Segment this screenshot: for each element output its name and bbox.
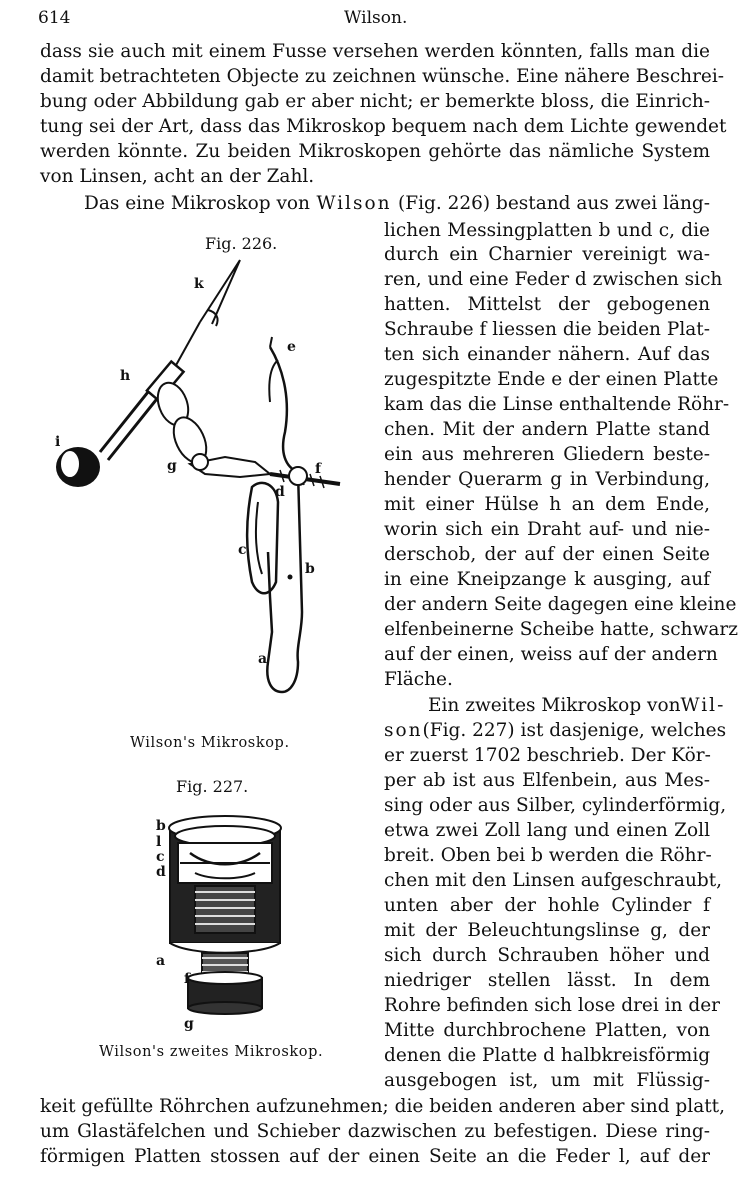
text-line: damit betrachteten Objecte zu zeichnen wünsche. Eine nähere Beschrei- bbox=[40, 66, 725, 87]
text-line: derschob, der auf der einen Seite bbox=[384, 544, 710, 565]
figure-226-label: Fig. 226. bbox=[205, 234, 278, 253]
text-line: ein aus mehreren Gliedern beste- bbox=[384, 444, 710, 465]
text-line: elfenbeinerne Scheibe hatte, schwarz bbox=[384, 619, 738, 640]
figure-227-part-label: a bbox=[156, 953, 166, 969]
text-line: sing oder aus Silber, cylinderförmig, bbox=[384, 795, 727, 816]
figure-227-label: Fig. 227. bbox=[176, 777, 249, 796]
text-line: Rohre befinden sich lose drei in der bbox=[384, 995, 721, 1016]
text-line: unten aber der hohle Cylinder f bbox=[384, 895, 710, 916]
text-span: (Fig. 226) bestand aus zwei läng- bbox=[398, 193, 710, 214]
text-line: niedriger stellen lässt. In dem bbox=[384, 970, 710, 991]
figure-226-part-label: b bbox=[305, 561, 315, 577]
text-span: (Fig. 227) ist dasjenige, welches bbox=[422, 720, 727, 741]
text-line: sich durch Schrauben höher und bbox=[384, 945, 710, 966]
text-line: Schraube f liessen die beiden Plat- bbox=[384, 319, 710, 340]
figure-226-part-label: c bbox=[238, 542, 247, 558]
text-line: ten sich einander nähern. Auf das bbox=[384, 344, 710, 365]
text-line: tung sei der Art, dass das Mikroskop bequem nach dem Lichte gewendet bbox=[40, 116, 727, 137]
author-name: son bbox=[384, 720, 423, 741]
author-name: Wilson bbox=[316, 193, 392, 214]
figure-226-part-label: f bbox=[315, 461, 322, 477]
figure-226-part-label: d bbox=[275, 484, 285, 500]
text-line: hender Querarm g in Verbindung, bbox=[384, 469, 710, 490]
figure-227-caption: Wilson's zweites Mikroskop. bbox=[99, 1044, 324, 1060]
text-line bbox=[384, 719, 727, 743]
running-title: Wilson. bbox=[344, 8, 408, 28]
text-line: worin sich ein Draht auf- und nie- bbox=[384, 519, 710, 540]
figure-226-part-label: k bbox=[194, 276, 204, 292]
figure-227-part-label: f bbox=[184, 971, 191, 987]
author-name: Wil- bbox=[680, 695, 726, 716]
figure-226-part-label: e bbox=[287, 339, 296, 355]
text-line: chen. Mit der andern Platte stand bbox=[384, 419, 710, 440]
text-line: breit. Oben bei b werden die Röhr- bbox=[384, 845, 712, 866]
figure-226-part-label: a bbox=[258, 651, 268, 667]
text-line: förmigen Platten stossen auf der einen Seite an die Feder l, auf der bbox=[40, 1146, 710, 1167]
figure-227-illustration bbox=[150, 808, 310, 1038]
text-line: auf der einen, weiss auf der andern bbox=[384, 644, 718, 665]
figure-227-part-label: b bbox=[156, 818, 166, 834]
text-line: durch ein Charnier vereinigt wa- bbox=[384, 244, 710, 265]
text-line: hatten. Mittelst der gebogenen bbox=[384, 294, 710, 315]
figure-226-caption: Wilson's Mikroskop. bbox=[130, 735, 290, 751]
text-line: Mitte durchbrochene Platten, von bbox=[384, 1020, 710, 1041]
text-line: dass sie auch mit einem Fusse versehen werden könnten, falls man die bbox=[40, 41, 710, 62]
figure-226-illustration bbox=[40, 252, 370, 722]
text-line: um Glastäfelchen und Schieber dazwischen zu befestigen. Diese ring- bbox=[40, 1121, 710, 1142]
text-span: Das eine Mikroskop von bbox=[84, 193, 310, 214]
figure-227-part-label: g bbox=[184, 1016, 194, 1032]
text-line: chen mit den Linsen aufgeschraubt, bbox=[384, 870, 723, 891]
figure-227-part-label: l bbox=[156, 834, 162, 850]
text-line: per ab ist aus Elfenbein, aus Mes- bbox=[384, 770, 710, 791]
text-line: lichen Messingplatten b und c, die bbox=[384, 220, 710, 241]
page-number: 614 bbox=[38, 8, 71, 28]
text-line: kam das die Linse enthaltende Röhr- bbox=[384, 394, 730, 415]
text-line: mit der Beleuchtungslinse g, der bbox=[384, 920, 710, 941]
figure-226-part-label: i bbox=[55, 434, 61, 450]
figure-226-part-label: h bbox=[120, 368, 131, 384]
text-line: der andern Seite dagegen eine kleine bbox=[384, 594, 737, 615]
text-line: zugespitzte Ende e der einen Platte bbox=[384, 369, 719, 390]
text-line: werden könnte. Zu beiden Mikroskopen gehörte das nämliche System bbox=[40, 141, 710, 162]
text-line: ren, und eine Feder d zwischen sich bbox=[384, 269, 723, 290]
figure-226-part-label: g bbox=[167, 458, 177, 474]
figure-227-part-label: c bbox=[156, 849, 165, 865]
text-line: keit gefüllte Röhrchen aufzunehmen; die beiden anderen aber sind platt, bbox=[40, 1096, 725, 1117]
text-line: etwa zwei Zoll lang und einen Zoll bbox=[384, 820, 710, 841]
text-line: in eine Kneipzange k ausging, auf bbox=[384, 569, 710, 590]
text-line bbox=[84, 192, 710, 216]
text-line: ausgebogen ist, um mit Flüssig- bbox=[384, 1070, 710, 1091]
text-span: Ein zweites Mikroskop von bbox=[428, 695, 681, 716]
text-line: bung oder Abbildung gab er aber nicht; er bemerkte bloss, die Einrich- bbox=[40, 91, 710, 112]
figure-227-part-label: d bbox=[156, 864, 166, 880]
text-line: er zuerst 1702 beschrieb. Der Kör- bbox=[384, 745, 711, 766]
text-line: denen die Platte d halbkreisförmig bbox=[384, 1045, 711, 1066]
text-line: von Linsen, acht an der Zahl. bbox=[40, 166, 315, 187]
text-line: mit einer Hülse h an dem Ende, bbox=[384, 494, 710, 515]
text-line bbox=[428, 694, 726, 718]
text-line: Fläche. bbox=[384, 669, 453, 690]
